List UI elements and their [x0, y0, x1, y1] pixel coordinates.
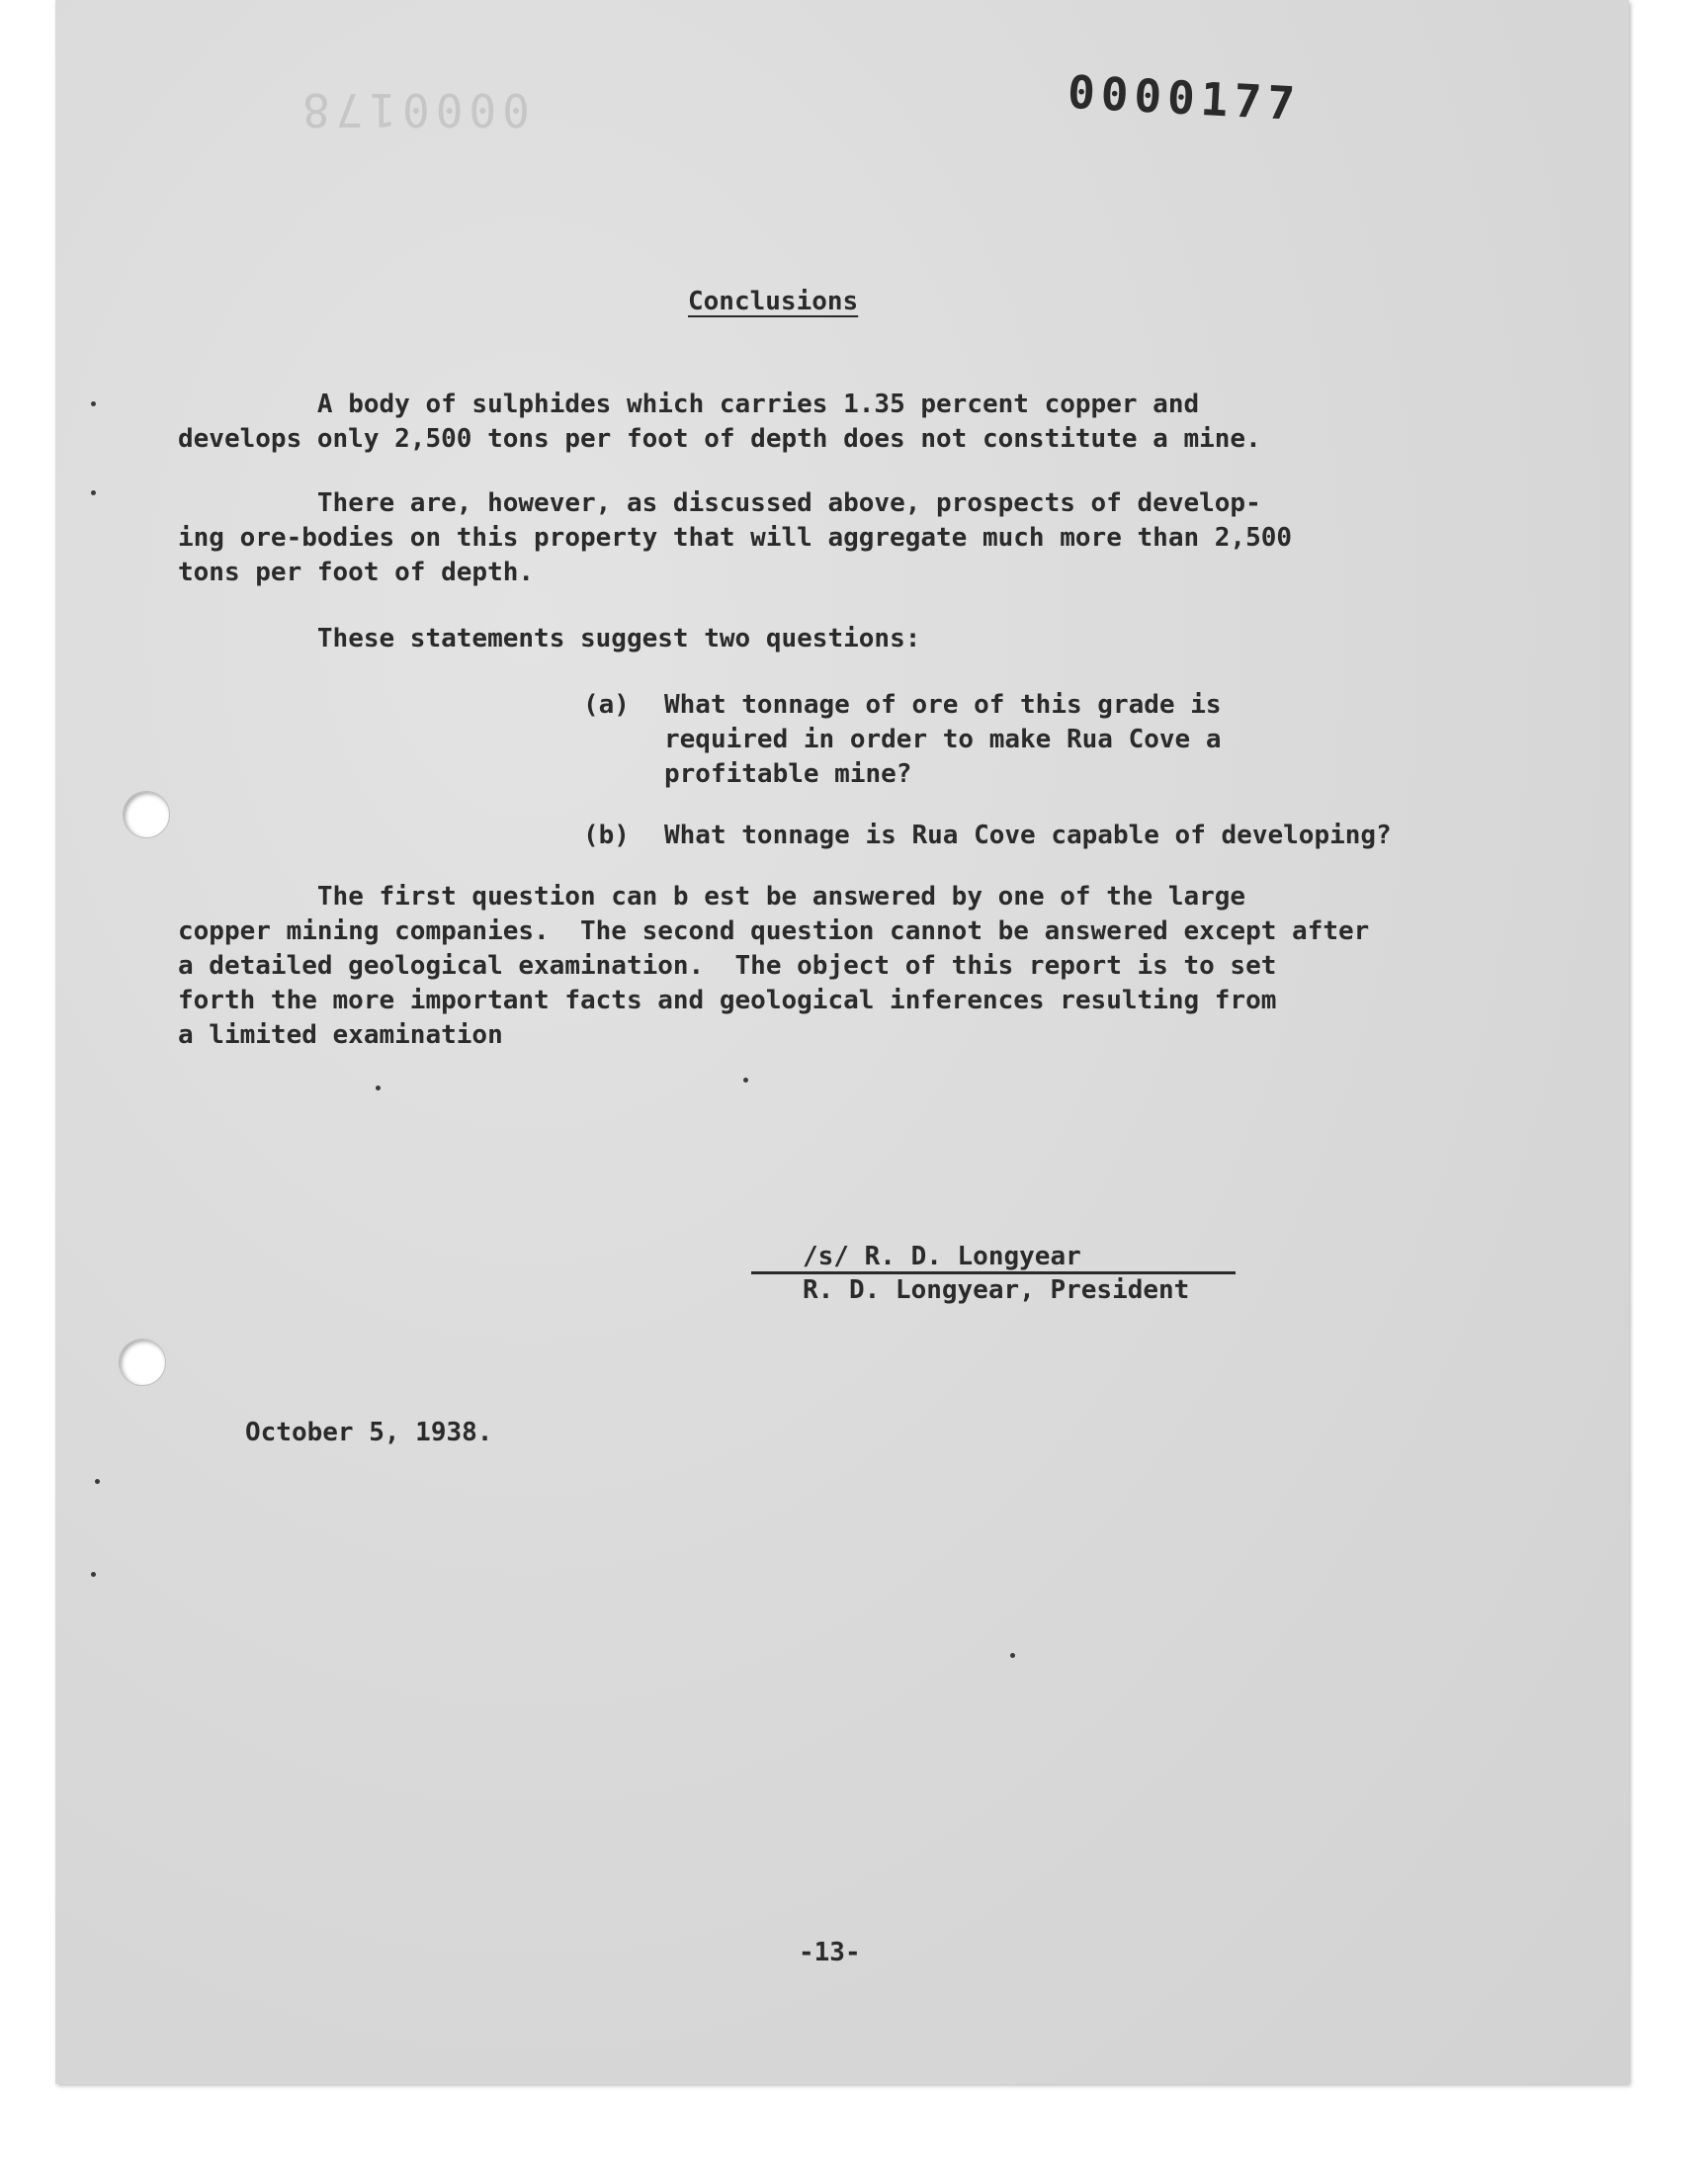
punch-hole-lower: [119, 1339, 166, 1386]
signature-name: R. D. Longyear, President: [803, 1275, 1190, 1305]
paragraph-4: The first question can b est be answered by one of the large copper mining companies. The second question cannot be answered except after a detailed geological examination. The object of this report is to set forth the more important facts and geological inferences resulting from a limited examination: [178, 882, 1370, 1050]
document-date: October 5, 1938.: [245, 1418, 493, 1447]
question-a-text: What tonnage of ore of this grade is required in order to make Rua Cove a profitable mine?: [664, 690, 1222, 789]
paragraph-3: These statements suggest two questions:: [178, 624, 921, 653]
page-number: -13-: [799, 1938, 861, 1967]
paper-speck: [743, 1078, 748, 1083]
signature-script: /s/ R. D. Longyear: [803, 1242, 1081, 1271]
paper-speck: [91, 490, 96, 495]
question-a-label: (a): [583, 690, 630, 720]
signature-line: [751, 1271, 1236, 1274]
paragraph-2: There are, however, as discussed above, prospects of develop- ing ore-bodies on this property that will aggregate much more than 2,500 tons per foot of depth.: [178, 488, 1293, 587]
section-heading: Conclusions: [688, 287, 859, 316]
paper-speck: [1010, 1653, 1015, 1658]
question-b-label: (b): [583, 821, 630, 850]
paragraph-1: A body of sulphides which carries 1.35 percent copper and develops only 2,500 tons per foot of depth does not constitute a mine.: [178, 390, 1261, 454]
punch-hole-upper: [123, 791, 170, 838]
question-b-text: What tonnage is Rua Cove capable of developing?: [664, 821, 1392, 850]
stamp-number: 0000177: [1066, 64, 1303, 131]
ghost-stamp-number: 0000178: [297, 83, 530, 136]
paper-speck: [376, 1086, 381, 1090]
paper-speck: [91, 401, 96, 406]
paper-speck: [91, 1572, 96, 1577]
paper-speck: [95, 1479, 100, 1484]
